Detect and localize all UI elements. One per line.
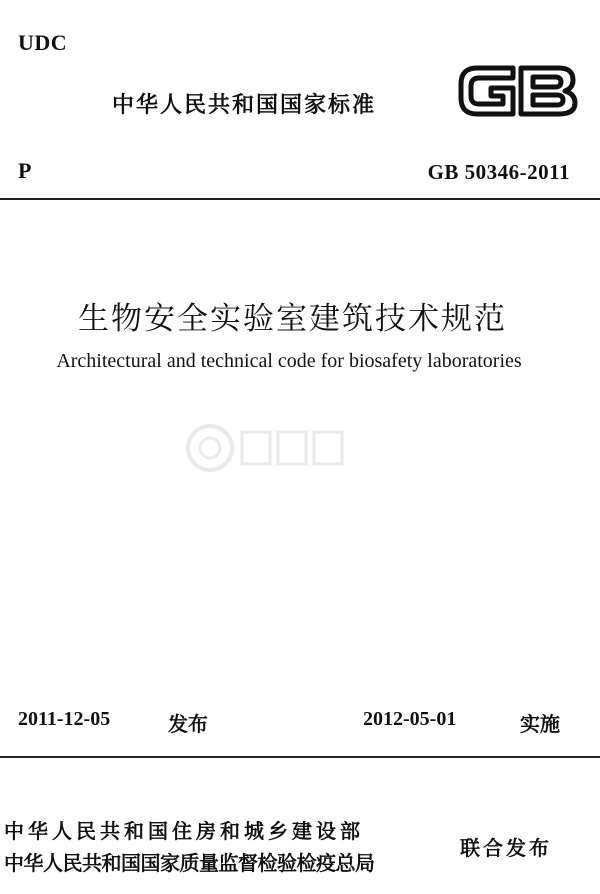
classification-code: P [18,158,32,183]
title-english: Architectural and technical code for biosafety laboratories [56,350,522,372]
national-standard-heading: 中华人民共和国国家标准 [112,93,377,118]
bottom-divider [0,756,600,758]
gb-logo-icon [455,56,580,126]
joint-issue-label: 联合发布 [460,836,552,860]
top-divider [0,198,600,200]
implementation-date: 2012-05-01 [363,708,457,730]
issue-label: 发布 [168,712,208,736]
title-chinese: 生物安全实验室建筑技术规范 [78,301,507,337]
issue-date: 2011-12-05 [18,708,111,730]
issuer-ministry-quality: 中华人民共和国国家质量监督检验检疫总局 [4,851,375,875]
implementation-label: 实施 [520,712,560,736]
udc-label: UDC [18,30,68,55]
standard-number: GB 50346-2011 [427,160,570,184]
watermark-icon [180,418,350,478]
issuer-ministry-housing: 中华人民共和国住房和城乡建设部 [4,819,364,843]
